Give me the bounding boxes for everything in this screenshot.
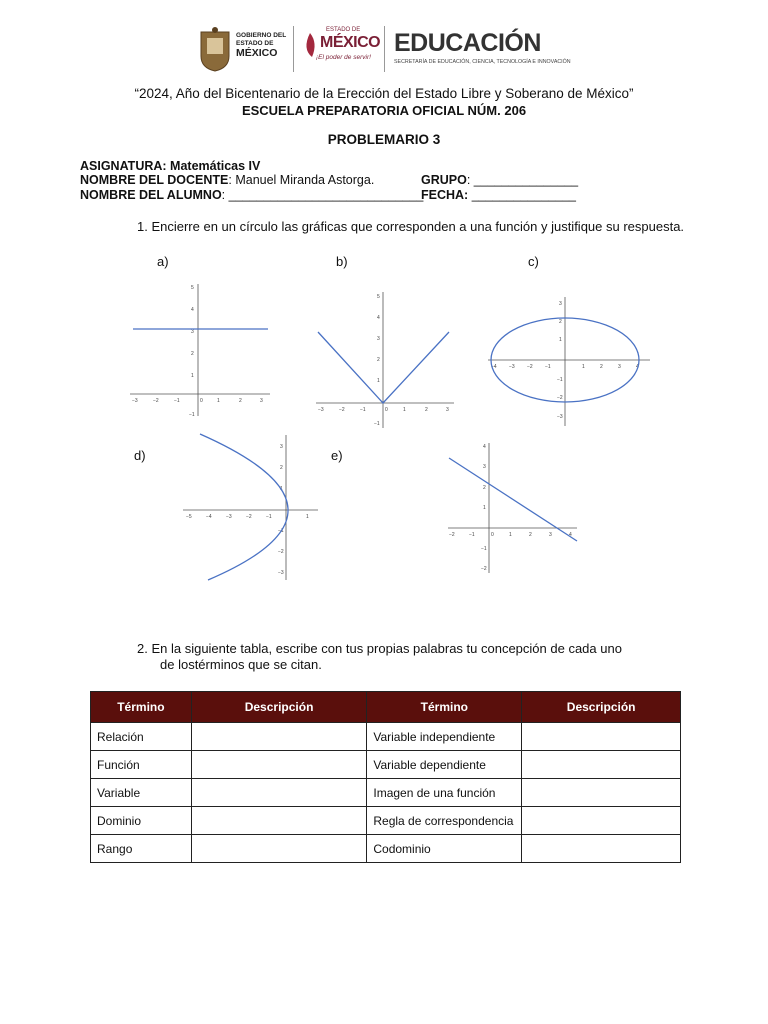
svg-text:1: 1 [483,505,486,511]
svg-text:1: 1 [280,486,283,492]
table-header-row [91,692,681,723]
svg-text:2: 2 [239,398,242,404]
svg-text:5: 5 [377,294,380,300]
description-cell[interactable] [522,751,681,779]
svg-text:−4: −4 [491,364,497,370]
term-cell: Variable [91,779,192,807]
svg-text:−1: −1 [174,398,180,404]
svg-text:−2: −2 [278,549,284,555]
svg-text:−3: −3 [278,570,284,576]
description-cell[interactable] [522,779,681,807]
description-cell[interactable] [522,807,681,835]
svg-text:5: 5 [191,285,194,291]
svg-text:3: 3 [280,444,283,450]
question-2-line-1: 2. En la siguiente tabla, escribe con tus propias palabras tu concepción de cada uno [137,641,622,656]
svg-text:1: 1 [306,514,309,520]
svg-text:−2: −2 [449,532,455,538]
svg-text:−1: −1 [266,514,272,520]
table-row [91,723,681,751]
svg-text:−1: −1 [360,407,366,413]
terms-table [90,691,681,863]
svg-text:3: 3 [446,407,449,413]
description-cell[interactable] [191,723,367,751]
term-cell: Dominio [91,807,192,835]
subject-line: ASIGNATURA: Matemáticas IV [80,159,261,173]
description-cell[interactable] [191,835,367,863]
term-cell: Rango [91,835,192,863]
term-cell: Imagen de una función [367,779,522,807]
svg-text:2: 2 [483,485,486,491]
svg-text:−3: −3 [509,364,515,370]
svg-text:−2: −2 [527,364,533,370]
graph-b[interactable] [312,288,457,433]
svg-text:3: 3 [559,301,562,307]
svg-text:2: 2 [377,357,380,363]
svg-text:3: 3 [191,329,194,335]
page-title: PROBLEMARIO 3 [327,132,441,147]
header-descripcion: Descripción [522,692,681,723]
svg-text:−2: −2 [246,514,252,520]
svg-text:2: 2 [529,532,532,538]
svg-text:4: 4 [191,307,194,313]
table-row [91,807,681,835]
term-cell: Función [91,751,192,779]
header-descripcion: Descripción [191,692,367,723]
svg-text:−1: −1 [481,546,487,552]
term-cell: Variable dependiente [367,751,522,779]
table-row [91,779,681,807]
svg-text:−2: −2 [339,407,345,413]
graph-label-e: e) [331,448,343,463]
term-cell: Variable independiente [367,723,522,751]
graph-label-d: d) [134,448,146,463]
svg-text:1: 1 [509,532,512,538]
description-cell[interactable] [522,835,681,863]
svg-text:2: 2 [600,364,603,370]
svg-text:1: 1 [191,373,194,379]
graph-c[interactable] [485,294,653,429]
student-line: NOMBRE DEL ALUMNO: ____________________________ [80,188,424,202]
date-field[interactable]: FECHA: _______________ [421,188,576,202]
svg-text:3: 3 [260,398,263,404]
svg-text:2: 2 [191,351,194,357]
svg-text:−1: −1 [278,528,284,534]
curve [318,332,449,403]
question-1: 1. Encierre en un círculo las gráficas que corresponden a una función y justifique su respuesta. [137,219,685,234]
graph-d[interactable] [180,432,320,582]
header-termino: Término [91,692,192,723]
divider [293,26,294,72]
svg-text:0: 0 [200,398,203,404]
school-name: ESCUELA PREPARATORIA OFICIAL NÚM. 206 [241,103,527,118]
svg-text:−2: −2 [153,398,159,404]
svg-text:1: 1 [403,407,406,413]
graph-label-c: c) [528,254,539,269]
teacher-line: NOMBRE DEL DOCENTE: Manuel Miranda Astorga. [80,173,375,187]
svg-text:4: 4 [483,444,486,450]
table-row [91,835,681,863]
graph-label-a: a) [157,254,169,269]
svg-text:1: 1 [582,364,585,370]
header-termino: Término [367,692,522,723]
svg-text:−3: −3 [226,514,232,520]
state-seal-icon [198,26,232,72]
svg-text:4: 4 [569,532,572,538]
svg-text:4: 4 [377,315,380,321]
divider [384,26,385,72]
svg-text:1: 1 [377,378,380,384]
svg-text:3: 3 [377,336,380,342]
term-cell: Codominio [367,835,522,863]
svg-text:−1: −1 [189,412,195,418]
svg-text:0: 0 [491,532,494,538]
svg-text:−3: −3 [132,398,138,404]
description-cell[interactable] [522,723,681,751]
svg-text:3: 3 [618,364,621,370]
gobierno-text: GOBIERNO DEL ESTADO DE MÉXICO [236,32,287,59]
svg-text:−5: −5 [186,514,192,520]
graph-a[interactable] [125,280,275,420]
svg-text:−1: −1 [545,364,551,370]
svg-text:2: 2 [280,465,283,471]
educacion-wordmark: EDUCACIÓN [394,29,541,57]
curve [200,434,288,580]
svg-text:−1: −1 [374,421,380,427]
description-cell[interactable] [191,807,367,835]
description-cell[interactable] [191,779,367,807]
svg-text:1: 1 [559,337,562,343]
svg-text:2: 2 [425,407,428,413]
svg-text:−2: −2 [557,395,563,401]
svg-text:−3: −3 [318,407,324,413]
svg-text:4: 4 [636,364,639,370]
term-cell: Relación [91,723,192,751]
graph-e[interactable] [445,440,580,575]
curve [449,458,577,541]
svg-text:−3: −3 [557,414,563,420]
svg-text:−2: −2 [481,566,487,572]
table-row [91,751,681,779]
svg-text:−4: −4 [206,514,212,520]
svg-text:2: 2 [559,319,562,325]
question-2-line-2: de lostérminos que se citan. [160,657,322,672]
svg-text:−1: −1 [557,377,563,383]
svg-text:1: 1 [217,398,220,404]
graph-label-b: b) [336,254,348,269]
svg-text:3: 3 [483,464,486,470]
educacion-subtitle: SECRETARÍA DE EDUCACIÓN, CIENCIA, TECNOLOGÍA E INNOVACIÓN [394,59,571,65]
header-logos [198,22,598,78]
svg-text:0: 0 [385,407,388,413]
svg-text:3: 3 [549,532,552,538]
term-cell: Regla de correspondencia [367,807,522,835]
estado-logo: ESTADO DE MÉXICO ¡El poder de servir! [302,25,382,73]
year-quote: “2024, Año del Bicentenario de la Erección del Estado Libre y Soberano de México” [134,86,634,101]
group-field[interactable]: GRUPO: _______________ [421,173,579,187]
svg-text:−1: −1 [469,532,475,538]
description-cell[interactable] [191,751,367,779]
